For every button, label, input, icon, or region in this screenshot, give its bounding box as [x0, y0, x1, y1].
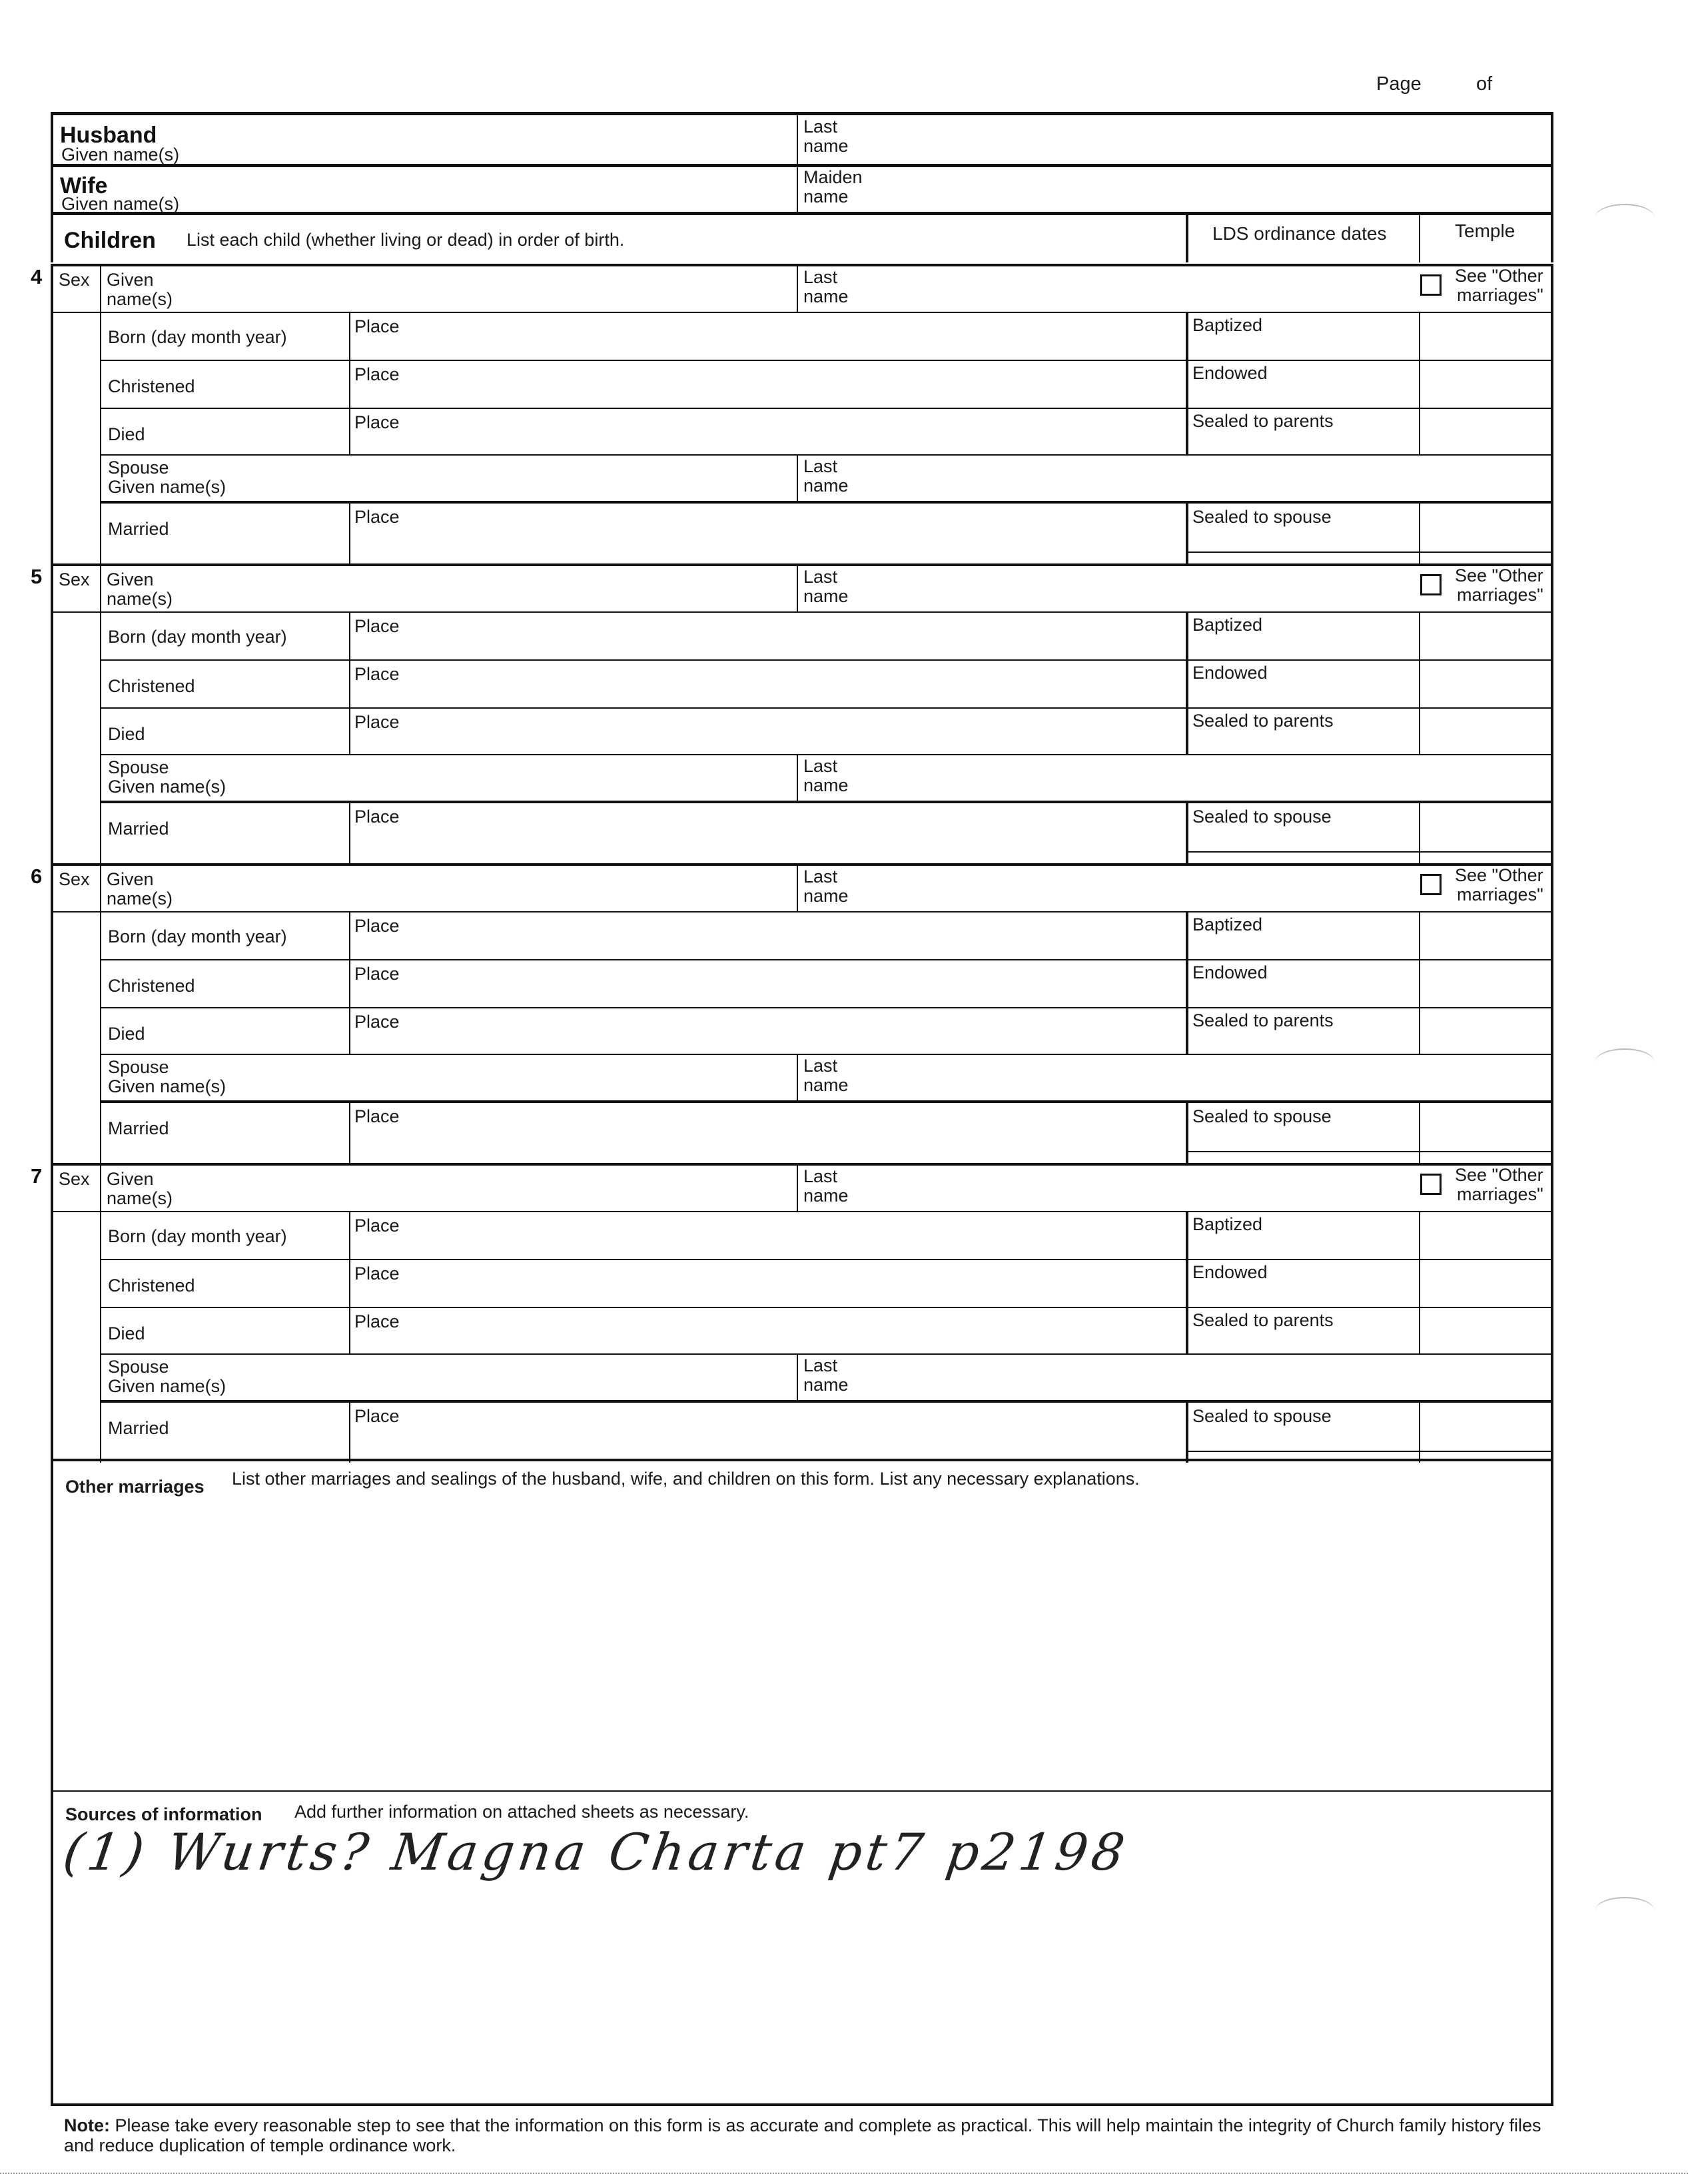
baptized-temple-field[interactable]: [1423, 614, 1548, 658]
wife-title: Wife: [60, 173, 108, 198]
endowed-label: Endowed: [1192, 962, 1268, 982]
christened-place-field[interactable]: [413, 962, 1179, 1006]
married-place-field[interactable]: [413, 1104, 1179, 1160]
born-place-label: Place: [354, 1216, 400, 1236]
other-marriages-field[interactable]: [64, 1503, 1543, 1782]
spouse-given-field[interactable]: [240, 458, 793, 498]
spouse-last-field[interactable]: [879, 458, 1545, 498]
child-block-4: [0, 264, 1688, 563]
child-given-label: Given name(s): [107, 1169, 173, 1208]
died-date-field[interactable]: [107, 1010, 346, 1052]
christened-label: Christened: [108, 676, 195, 696]
died-place-label: Place: [354, 712, 400, 732]
born-date-field[interactable]: [107, 614, 346, 658]
child-last-label: Last name: [803, 267, 849, 306]
sex-label: Sex: [59, 569, 90, 589]
sealed-to-spouse-temple-field[interactable]: [1423, 805, 1548, 850]
child-number: 6: [31, 865, 43, 888]
child-given-field[interactable]: [200, 567, 793, 609]
child-last-field[interactable]: [879, 1167, 1399, 1208]
sealed-to-parents-date-field[interactable]: [1192, 432, 1415, 453]
child-number: 4: [31, 265, 43, 288]
died-place-field[interactable]: [413, 710, 1179, 753]
husband-last-field[interactable]: [879, 117, 1545, 161]
sealed-to-spouse-date-field[interactable]: [1192, 1127, 1415, 1150]
endowed-date-field[interactable]: [1192, 384, 1415, 406]
see-other-marriages-label: See "Other marriages": [1455, 565, 1543, 605]
spouse-last-field[interactable]: [879, 1357, 1545, 1397]
sources-field[interactable]: [64, 1885, 1543, 2098]
spouse-last-label: Last name: [803, 456, 849, 496]
child-last-field[interactable]: [879, 567, 1399, 609]
died-label: Died: [108, 424, 145, 444]
child-block-5: [0, 563, 1688, 863]
baptized-label: Baptized: [1192, 615, 1263, 635]
sex-label: Sex: [59, 1169, 90, 1189]
born-place-label: Place: [354, 316, 400, 336]
page-label: Page: [1376, 73, 1422, 95]
christened-date-field[interactable]: [107, 962, 346, 1006]
baptized-temple-field[interactable]: [1423, 1214, 1548, 1258]
married-place-field[interactable]: [413, 1404, 1179, 1460]
baptized-date-field[interactable]: [1192, 935, 1415, 958]
note-title: Note:: [64, 2115, 110, 2135]
born-place-label: Place: [354, 916, 400, 936]
sealed-to-spouse-label: Sealed to spouse: [1192, 807, 1332, 827]
spouse-given-label: Spouse Given name(s): [108, 757, 226, 797]
baptized-label: Baptized: [1192, 1214, 1263, 1234]
died-place-label: Place: [354, 412, 400, 432]
sex-field[interactable]: [55, 1192, 97, 1210]
married-place-label: Place: [354, 1406, 400, 1426]
sources-handwritten-entry: (1) Wurts? Magna Charta pt7 p2198: [59, 1822, 1132, 1882]
children-instruction: List each child (whether living or dead) in order of birth.: [187, 230, 625, 250]
born-place-field[interactable]: [413, 914, 1179, 958]
sealed-to-spouse-label: Sealed to spouse: [1192, 1106, 1332, 1126]
see-other-marriages-checkbox[interactable]: [1420, 874, 1442, 895]
see-other-marriages-label: See "Other marriages": [1455, 266, 1543, 305]
see-other-marriages-checkbox[interactable]: [1420, 274, 1442, 296]
husband-title: Husband: [60, 123, 157, 148]
baptized-temple-field[interactable]: [1423, 314, 1548, 358]
sealed-to-spouse-date-field[interactable]: [1192, 528, 1415, 550]
died-label: Died: [108, 1024, 145, 1044]
married-date-field[interactable]: [107, 1404, 346, 1460]
christened-place-field[interactable]: [413, 362, 1179, 406]
wife-maiden-field[interactable]: [879, 168, 1545, 209]
sealed-to-spouse-label: Sealed to spouse: [1192, 1406, 1332, 1426]
child-given-field[interactable]: [200, 867, 793, 909]
child-number: 5: [31, 565, 43, 588]
sealed-to-parents-label: Sealed to parents: [1192, 1310, 1334, 1330]
born-place-field[interactable]: [413, 1214, 1179, 1258]
note-text: [64, 2115, 1549, 2155]
married-place-field[interactable]: [413, 505, 1179, 561]
christened-date-field[interactable]: [107, 662, 346, 706]
christened-place-label: Place: [354, 964, 400, 984]
born-date-field[interactable]: [107, 1214, 346, 1258]
of-label: of: [1476, 73, 1493, 95]
child-given-label: Given name(s): [107, 569, 173, 609]
see-other-marriages-checkbox[interactable]: [1420, 574, 1442, 595]
lds-ordinance-dates-label: LDS ordinance dates: [1212, 223, 1387, 244]
died-label: Died: [108, 724, 145, 744]
sources-title: Sources of information: [65, 1804, 262, 1824]
spouse-given-field[interactable]: [240, 1357, 793, 1397]
husband-last-label: Last name: [803, 117, 849, 156]
spouse-last-label: Last name: [803, 1355, 849, 1395]
endowed-temple-field[interactable]: [1423, 662, 1548, 706]
baptized-label: Baptized: [1192, 315, 1263, 335]
died-label: Died: [108, 1323, 145, 1343]
endowed-temple-field[interactable]: [1423, 962, 1548, 1006]
sealed-to-spouse-label: Sealed to spouse: [1192, 507, 1332, 527]
see-other-marriages-checkbox[interactable]: [1420, 1174, 1442, 1195]
christened-date-field[interactable]: [107, 1262, 346, 1305]
husband-given-label: Given name(s): [61, 145, 180, 165]
endowed-label: Endowed: [1192, 363, 1268, 383]
baptized-temple-field[interactable]: [1423, 914, 1548, 958]
sealed-to-parents-temple-field[interactable]: [1423, 1010, 1548, 1052]
spouse-given-field[interactable]: [240, 758, 793, 798]
born-place-field[interactable]: [413, 314, 1179, 358]
sex-label: Sex: [59, 869, 90, 889]
child-given-label: Given name(s): [107, 869, 173, 909]
christened-place-field[interactable]: [413, 662, 1179, 706]
christened-label: Christened: [108, 976, 195, 996]
wife-given-field[interactable]: [240, 168, 793, 209]
christened-label: Christened: [108, 376, 195, 396]
child-given-label: Given name(s): [107, 270, 173, 309]
child-given-field[interactable]: [200, 1167, 793, 1208]
spouse-last-field[interactable]: [879, 1058, 1545, 1098]
sealed-to-parents-temple-field[interactable]: [1423, 410, 1548, 453]
baptized-date-field[interactable]: [1192, 336, 1415, 358]
sealed-to-parents-temple-field[interactable]: [1423, 710, 1548, 753]
sealed-to-spouse-temple-field[interactable]: [1423, 1104, 1548, 1150]
wife-given-label: Given name(s): [61, 194, 180, 214]
endowed-date-field[interactable]: [1192, 683, 1415, 706]
married-place-label: Place: [354, 1106, 400, 1126]
spouse-last-label: Last name: [803, 756, 849, 795]
child-last-label: Last name: [803, 867, 849, 906]
sex-field[interactable]: [55, 593, 97, 610]
born-label: Born (day month year): [108, 627, 287, 647]
born-label: Born (day month year): [108, 1226, 287, 1246]
spouse-given-field[interactable]: [240, 1058, 793, 1098]
children-title: Children: [64, 228, 156, 253]
sealed-to-spouse-date-field[interactable]: [1192, 827, 1415, 850]
christened-date-field[interactable]: [107, 362, 346, 406]
sex-label: Sex: [59, 270, 90, 290]
spouse-given-label: Spouse Given name(s): [108, 458, 226, 497]
sealed-to-parents-temple-field[interactable]: [1423, 1309, 1548, 1352]
other-marriages-title: Other marriages: [65, 1477, 205, 1497]
baptized-label: Baptized: [1192, 914, 1263, 934]
born-label: Born (day month year): [108, 926, 287, 946]
see-other-marriages-label: See "Other marriages": [1455, 1165, 1543, 1204]
child-last-label: Last name: [803, 567, 849, 606]
child-last-field[interactable]: [879, 867, 1399, 909]
spouse-last-label: Last name: [803, 1056, 849, 1095]
husband-given-field[interactable]: [240, 117, 793, 161]
christened-place-label: Place: [354, 364, 400, 384]
died-date-field[interactable]: [107, 1309, 346, 1352]
spouse-last-field[interactable]: [879, 758, 1545, 798]
sealed-to-parents-label: Sealed to parents: [1192, 1010, 1334, 1030]
christened-place-label: Place: [354, 664, 400, 684]
married-date-field[interactable]: [107, 805, 346, 861]
spouse-given-label: Spouse Given name(s): [108, 1057, 226, 1096]
married-label: Married: [108, 819, 169, 839]
child-given-field[interactable]: [200, 268, 793, 309]
married-label: Married: [108, 1118, 169, 1138]
born-place-label: Place: [354, 616, 400, 636]
baptized-date-field[interactable]: [1192, 1235, 1415, 1258]
child-block-6: [0, 863, 1688, 1163]
endowed-temple-field[interactable]: [1423, 362, 1548, 406]
sealed-to-spouse-date-field[interactable]: [1192, 1427, 1415, 1449]
sealed-to-parents-date-field[interactable]: [1192, 731, 1415, 753]
endowed-temple-field[interactable]: [1423, 1262, 1548, 1305]
endowed-date-field[interactable]: [1192, 983, 1415, 1006]
child-number: 7: [31, 1164, 43, 1188]
died-place-label: Place: [354, 1012, 400, 1032]
endowed-date-field[interactable]: [1192, 1283, 1415, 1305]
sealed-to-parents-label: Sealed to parents: [1192, 411, 1334, 431]
sealed-to-spouse-temple-field[interactable]: [1423, 505, 1548, 550]
spouse-given-label: Spouse Given name(s): [108, 1357, 226, 1396]
child-last-label: Last name: [803, 1166, 849, 1206]
see-other-marriages-label: See "Other marriages": [1455, 865, 1543, 905]
baptized-date-field[interactable]: [1192, 635, 1415, 658]
died-place-field[interactable]: [413, 1309, 1179, 1352]
born-label: Born (day month year): [108, 327, 287, 347]
died-date-field[interactable]: [107, 410, 346, 453]
sealed-to-parents-date-field[interactable]: [1192, 1331, 1415, 1352]
temple-label: Temple: [1455, 220, 1515, 241]
married-place-label: Place: [354, 507, 400, 527]
sealed-to-parents-date-field[interactable]: [1192, 1031, 1415, 1052]
married-date-field[interactable]: [107, 1104, 346, 1160]
born-date-field[interactable]: [107, 914, 346, 958]
died-place-field[interactable]: [413, 1010, 1179, 1052]
sources-instruction: Add further information on attached sheets as necessary.: [294, 1802, 749, 1822]
born-place-field[interactable]: [413, 614, 1179, 658]
died-date-field[interactable]: [107, 710, 346, 753]
married-label: Married: [108, 519, 169, 539]
endowed-label: Endowed: [1192, 663, 1268, 683]
died-place-field[interactable]: [413, 410, 1179, 453]
married-place-label: Place: [354, 807, 400, 827]
christened-place-label: Place: [354, 1264, 400, 1283]
note-body: Please take every reasonable step to see that the information on this form is as accurate and complete as practical. This will help maintain the integrity of Church family history files and reduce duplication of temple ordinance work.: [64, 2115, 1541, 2155]
sealed-to-spouse-temple-field[interactable]: [1423, 1404, 1548, 1449]
married-label: Married: [108, 1418, 169, 1438]
other-marriages-instruction: List other marriages and sealings of the husband, wife, and children on this form. List any necessary explanations.: [232, 1469, 1140, 1489]
died-place-label: Place: [354, 1311, 400, 1331]
born-date-field[interactable]: [107, 314, 346, 358]
sex-field[interactable]: [55, 893, 97, 910]
sealed-to-parents-label: Sealed to parents: [1192, 711, 1334, 731]
married-place-field[interactable]: [413, 805, 1179, 861]
wife-maiden-label: Maiden name: [803, 167, 863, 206]
child-block-7: [0, 1163, 1688, 1463]
christened-label: Christened: [108, 1275, 195, 1295]
married-date-field[interactable]: [107, 505, 346, 561]
sex-field[interactable]: [55, 293, 97, 310]
christened-place-field[interactable]: [413, 1262, 1179, 1305]
child-last-field[interactable]: [879, 268, 1399, 309]
endowed-label: Endowed: [1192, 1262, 1268, 1282]
